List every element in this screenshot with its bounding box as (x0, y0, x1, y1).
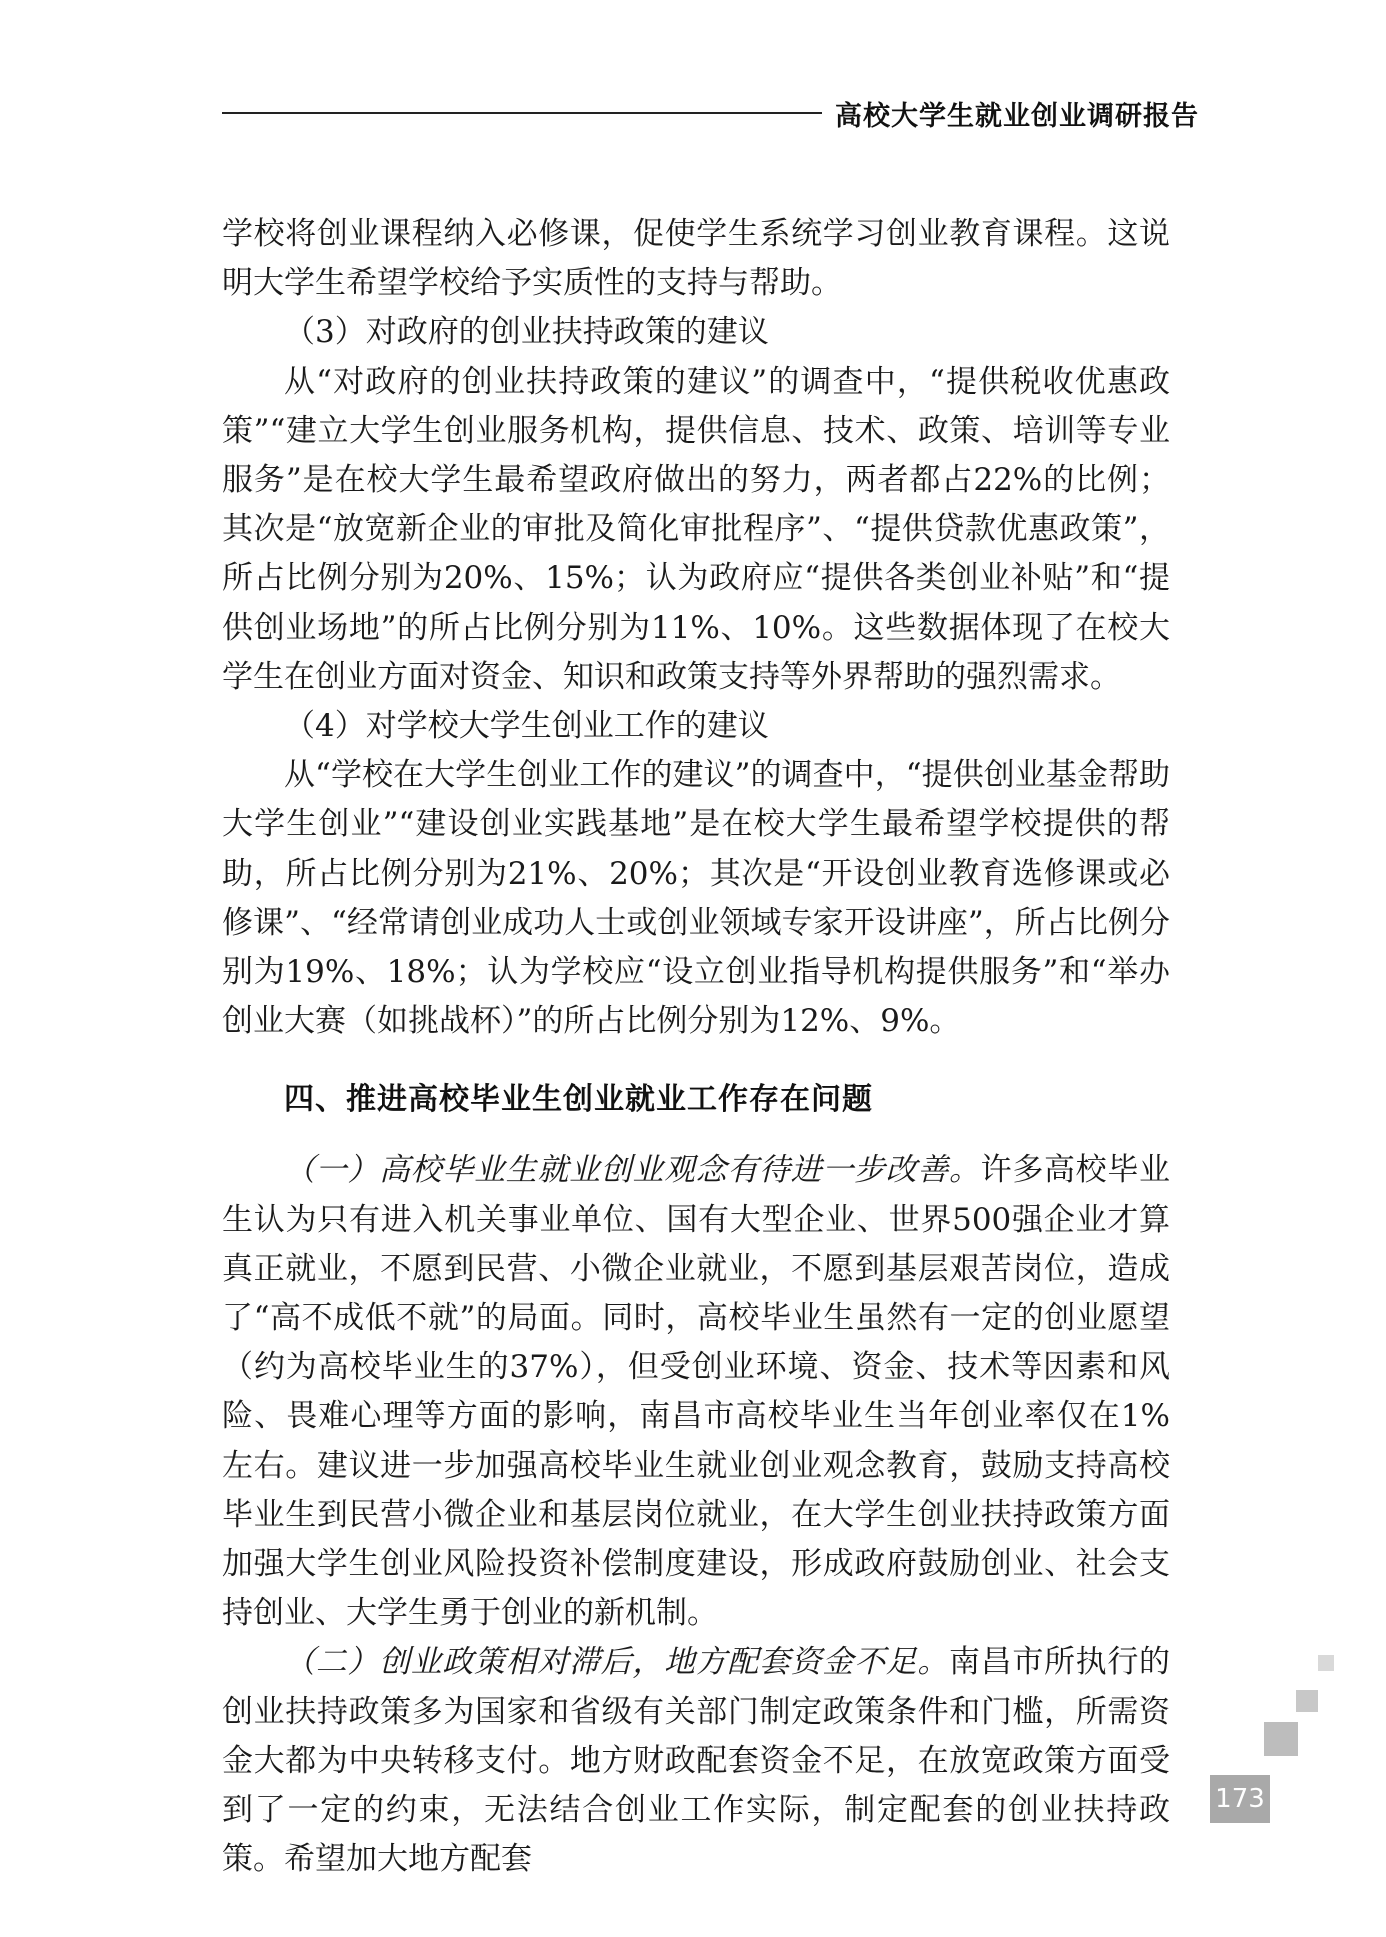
paragraph-school-work: 从“学校在大学生创业工作的建议”的调查中，“提供创业基金帮助大学生创业”“建设创业实践基地”是在校大学生最希望学校提供的帮助，所占比例分别为21%、20%；其次是“开设创业教育选修课或必修课”、“经常请创业成功人士或创业领域专家开设讲座”，所占比例分别为19%、18%；认为学校应“设立创业指导机构提供服务”和“举办创业大赛（如挑战杯）”的所占比例分别为12%、9%。 (222, 757, 1170, 1040)
page-body (222, 210, 1170, 1885)
subheading-government-suggestions: （3）对政府的创业扶持政策的建议 (284, 314, 769, 351)
running-header-title: 高校大学生就业创业调研报告 (835, 101, 1199, 132)
problem-two-body: 南昌市所执行的创业扶持政策多为国家和省级有关部门制定政策条件和门槛，所需资金大都为中央转移支付。地方财政配套资金不足，在放宽政策方面受到了一定的约束，无法结合创业工作实际，制定配套的创业扶持政策。希望加大地方配套 (222, 1644, 1170, 1878)
decorative-square (1318, 1655, 1334, 1671)
subheading-school-suggestions: （4）对学校大学生创业工作的建议 (284, 708, 769, 745)
paragraph-continuation: 学校将创业课程纳入必修课，促使学生系统学习创业教育课程。这说明大学生希望学校给予实质性的支持与帮助。 (222, 216, 1170, 302)
decorative-square (1264, 1722, 1298, 1756)
paragraph-problem-one (222, 1146, 1170, 1638)
problem-one-body: 许多高校毕业生认为只有进入机关事业单位、国有大型企业、世界500强企业才算真正就业，不愿到民营、小微企业就业，不愿到基层艰苦岗位，造成了“高不成低不就”的局面。同时，高校毕业生虽然有一定的创业愿望（约为高校毕业生的37%），但受创业环境、资金、技术等因素和风险、畏难心理等方面的影响，南昌市高校毕业生当年创业率仅在1%左右。建议进一步加强高校毕业生就业创业观念教育，鼓励支持高校毕业生到民营小微企业和基层岗位就业，在大学生创业扶持政策方面加强大学生创业风险投资补偿制度建设，形成政府鼓励创业、社会支持创业、大学生勇于创业的新机制。 (222, 1152, 1171, 1632)
paragraph-government-policy: 从“对政府的创业扶持政策的建议”的调查中，“提供税收优惠政策”“建立大学生创业服务机构，提供信息、技术、政策、培训等专业服务”是在校大学生最希望政府做出的努力，两者都占22%的比例；其次是“放宽新企业的审批及简化审批程序”、“提供贷款优惠政策”，所占比例分别为20%、15%；认为政府应“提供各类创业补贴”和“提供创业场地”的所占比例分别为11%、10%。这些数据体现了在校大学生在创业方面对资金、知识和政策支持等外界帮助的强烈需求。 (222, 363, 1170, 695)
header-rule (222, 112, 822, 114)
section-heading-problems: 四、推进高校毕业生创业就业工作存在问题 (284, 1082, 873, 1118)
paragraph-problem-two (222, 1638, 1170, 1884)
page-number: 173 (1210, 1775, 1270, 1823)
problem-one-lead: （一）高校毕业生就业创业观念有待进一步改善。 (284, 1152, 981, 1189)
problem-two-lead: （二）创业政策相对滞后，地方配套资金不足。 (284, 1644, 949, 1681)
decorative-square (1296, 1690, 1318, 1712)
